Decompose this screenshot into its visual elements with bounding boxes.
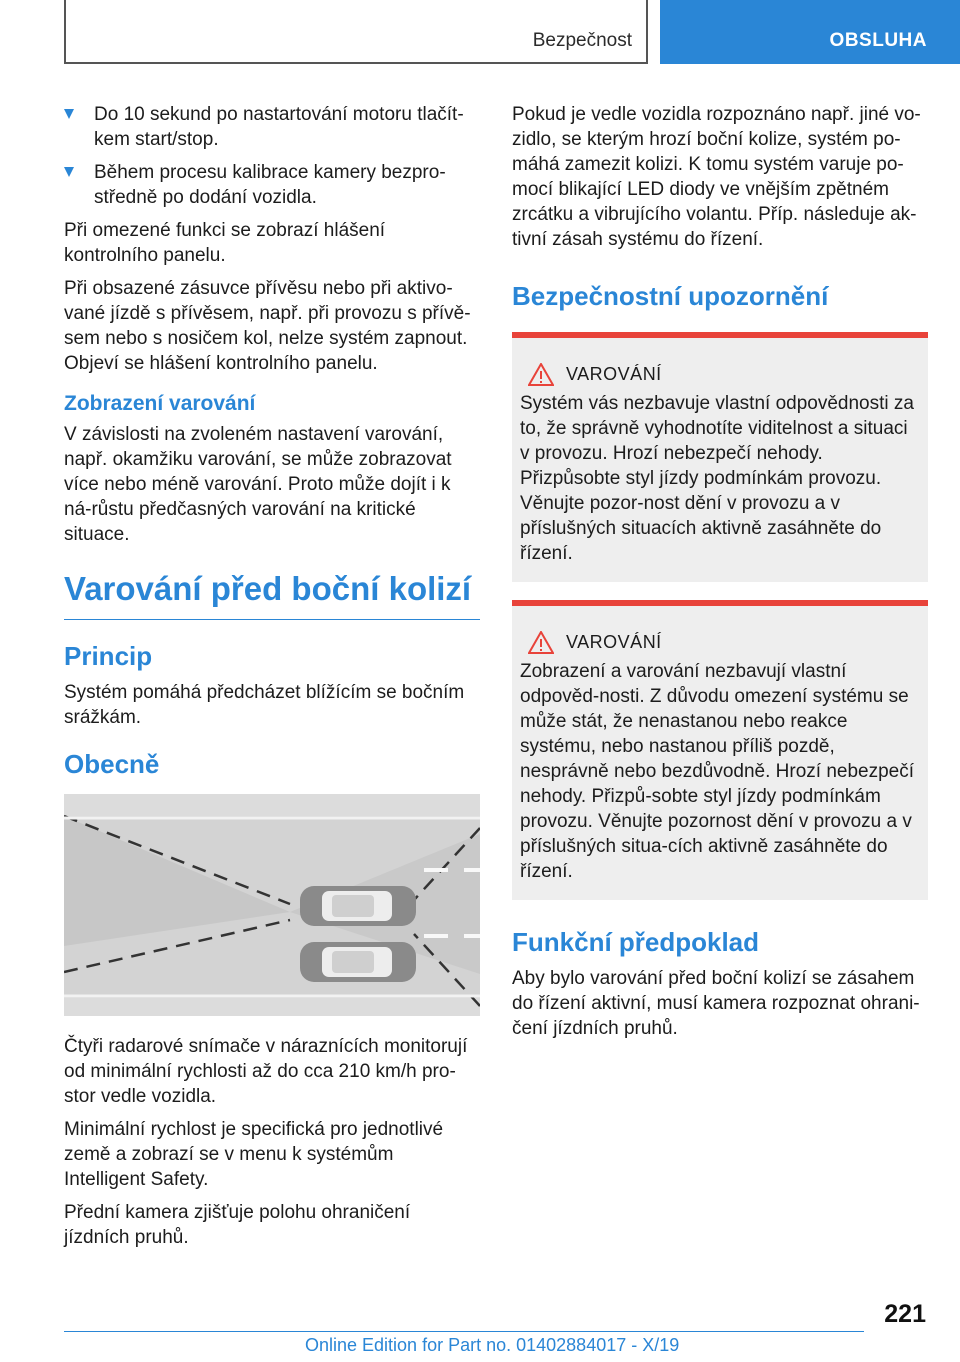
heading-princip: Princip — [64, 641, 153, 671]
paragraph: Minimální rychlost je specifická pro jednotlivé země a zobrazí se v menu k systémům Intelligent Safety. — [64, 1119, 444, 1190]
warning-box — [512, 600, 928, 900]
warning-triangle-icon — [528, 363, 554, 386]
paragraph: Přední kamera zjišťuje polohu ohraničení jízdních pruhů. — [64, 1202, 411, 1248]
car-top-view-icon — [300, 886, 416, 926]
header-chapter-tab — [660, 0, 960, 64]
paragraph: Aby bylo varování před boční kolizí se zásahem do řízení aktivní, musí kamera rozpoznat ohrani-čení jízdních pruhů. — [512, 968, 920, 1039]
warning-title-row — [520, 630, 920, 655]
left-column — [64, 102, 480, 1258]
list-item-text: Během procesu kalibrace kamery bezpro-středně po dodání vozidla. — [94, 162, 446, 208]
warning-triangle-icon — [528, 631, 554, 654]
warning-title: VAROVÁNÍ — [566, 364, 662, 384]
bullet-list — [64, 102, 480, 210]
paragraph: Systém pomáhá předcházet blížícím se bočním srážkám. — [64, 682, 465, 728]
subheading-zobrazeni: Zobrazení varování — [64, 392, 256, 415]
triangle-bullet-icon — [64, 167, 74, 177]
right-column — [512, 102, 928, 1049]
heading-bezpecnostni-upozorneni: Bezpečnostní upozornění — [512, 281, 829, 311]
paragraph: V závislosti na zvoleném nastavení varování, např. okamžiku varování, se může zobrazovat více nebo méně varování. Proto může dojít i k ná-růstu předčasných varování na kritické situace. — [64, 424, 452, 545]
lane-radar-svg — [64, 794, 480, 1016]
car-top-view-icon — [300, 942, 416, 982]
warning-text: Zobrazení a varování nezbavují vlastní odpověd-nosti. Z důvodu omezení systému se může stát, že nenastanou nebo reakce systému, nebo nastanou příliš pozdě, nesprávně nebo bezdůvodně. Hrozí nebezpečí nehody. Přizpů-sobte styl jízdy podmínkám provozu. Věnujte pozornost dění v provozu a v příslušných situa-cích aktivně zasáhněte do řízení. — [520, 661, 914, 882]
paragraph: Při omezené funkci se zobrazí hlášení kontrolního panelu. — [64, 220, 386, 266]
footer-divider — [64, 1331, 864, 1332]
header-section-title: Bezpečnost — [532, 30, 632, 51]
header-section-box — [64, 0, 648, 64]
list-item-text: Do 10 sekund po nastartování motoru tlačít-kem start/stop. — [94, 104, 464, 150]
footer-edition: Online Edition for Part no. 01402884017 - X/19 — [305, 1335, 680, 1355]
page-number: 221 — [884, 1300, 926, 1328]
paragraph: Pokud je vedle vozidla rozpoznáno např. jiné vo-zidlo, se kterým hrozí boční kolize, systém po-máhá zamezit kolizi. K tomu systém varuje po-mocí blikající LED diody ve vnějším zpětném zrcátku a vibrujícího volantu. Příp. následuje ak-tivní zásah systému do řízení. — [512, 104, 921, 250]
section-heading-main: Varování před boční kolizí — [64, 569, 480, 620]
list-item — [64, 102, 480, 152]
triangle-bullet-icon — [64, 109, 74, 119]
header-chapter-title: OBSLUHA — [829, 30, 927, 51]
warning-title: VAROVÁNÍ — [566, 632, 662, 652]
warning-title-row — [520, 362, 920, 387]
lane-radar-illustration — [64, 794, 480, 1016]
heading-funkcni-predpoklad: Funkční předpoklad — [512, 927, 760, 957]
list-item — [64, 160, 480, 210]
paragraph: Při obsazené zásuvce přívěsu nebo při aktivo-vané jízdě s přívěsem, např. při provozu s přívě-sem nebo s nosičem kol, nelze systém zapnout. Objeví se hlášení kontrolního panelu. — [64, 278, 471, 374]
heading-obecne: Obecně — [64, 749, 160, 779]
warning-text: Systém vás nezbavuje vlastní odpovědnosti za to, že správně vyhodnotíte viditelnost a situaci v provozu. Hrozí nebezpečí nehody. Přizpůsobte styl jízdy podmínkám provozu. Věnujte pozor-nost dění v provozu a v příslušných situacích aktivně zasáhněte do řízení. — [520, 393, 914, 564]
paragraph: Čtyři radarové snímače v náraznících monitorují od minimální rychlosti až do cca 210 km/h pro-stor vedle vozidla. — [64, 1036, 468, 1107]
warning-box — [512, 332, 928, 582]
